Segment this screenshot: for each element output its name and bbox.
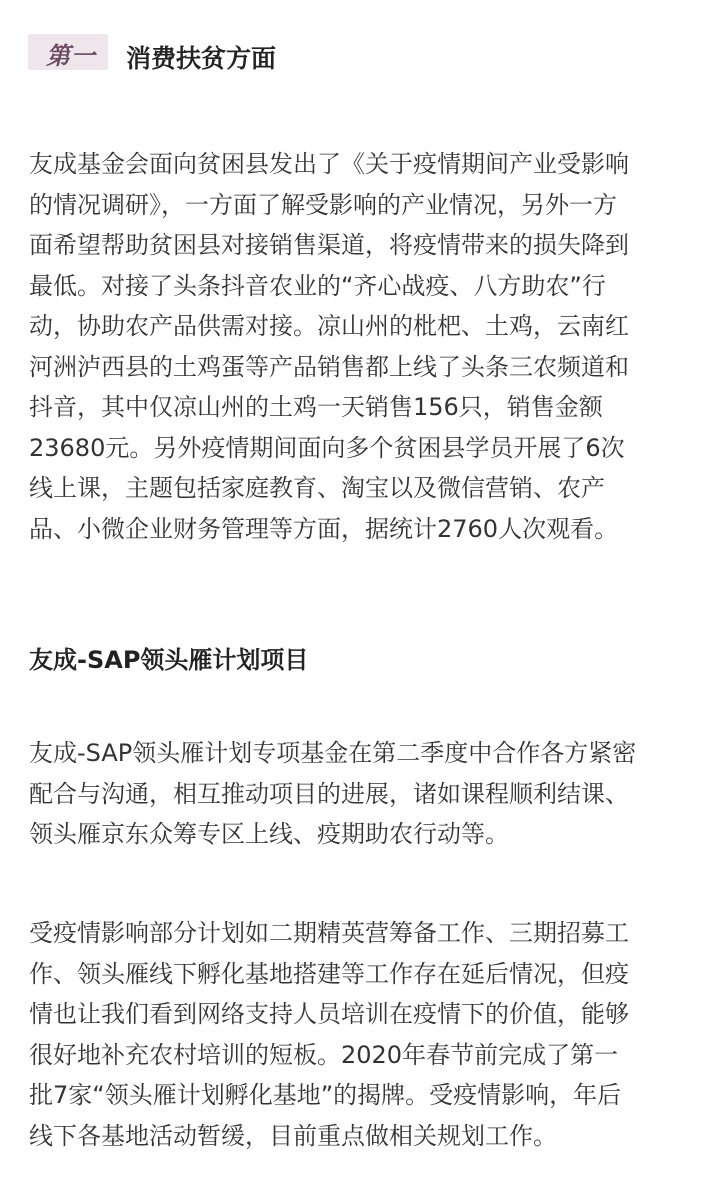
paragraph-line: 23680元。另外疫情期间面向多个贫困县学员开展了6次 (29, 433, 625, 462)
section-number-label: 第一 (46, 42, 96, 70)
paragraph-line: 批7家“领头雁计划孵化基地”的揭牌。受疫情影响，年后 (29, 1081, 622, 1109)
section-number-badge (28, 34, 108, 70)
paragraph-line: 很好地补充农村培训的短板。2020年春节前完成了第一 (29, 1040, 619, 1069)
paragraph-line: 抖音，其中仅凉山州的土鸡一天销售156只，销售金额 (29, 393, 603, 421)
paragraph-sap-fund-progress (29, 733, 699, 855)
section-title: 消费扶贫方面 (126, 44, 277, 73)
paragraph-line: 线下各基地活动暂缓，目前重点做相关规划工作。 (29, 1121, 557, 1150)
paragraph-line: 线上课，主题包括家庭教育、淘宝以及微信营销、农产 (29, 474, 605, 502)
paragraph-line: 作、领头雁线下孵化基地搭建等工作存在延后情况，但疫 (29, 959, 629, 988)
paragraph-line: 配合与沟通，相互推动项目的进展，诸如课程顺利结课、 (29, 779, 629, 808)
paragraph-consumption-poverty-alleviation (29, 144, 699, 549)
section-header (26, 34, 706, 74)
paragraph-line: 品、小微企业财务管理等方面，据统计2760人次观看。 (29, 514, 619, 543)
paragraph-epidemic-impact (29, 913, 699, 1156)
paragraph-line: 河洲泸西县的土鸡蛋等产品销售都上线了头条三农频道和 (29, 352, 629, 381)
paragraph-line: 友成-SAP领头雁计划专项基金在第二季度中合作各方紧密 (29, 739, 637, 767)
paragraph-line: 领头雁京东众筹专区上线、疫期助农行动等。 (29, 820, 509, 848)
paragraph-line: 面希望帮助贫困县对接销售渠道，将疫情带来的损失降到 (29, 231, 629, 259)
subheading-sap-leader-program: 友成-SAP领头雁计划项目 (29, 646, 309, 674)
paragraph-line: 受疫情影响部分计划如二期精英营筹备工作、三期招募工 (29, 919, 629, 947)
paragraph-line: 情也让我们看到网络支持人员培训在疫情下的价值，能够 (29, 1000, 629, 1028)
paragraph-line: 友成基金会面向贫困县发出了《关于疫情期间产业受影响 (29, 150, 629, 178)
paragraph-line: 的情况调研》，一方面了解受影响的产业情况，另外一方 (29, 190, 617, 219)
paragraph-line: 动，协助农产品供需对接。凉山州的枇杷、土鸡，云南红 (29, 312, 629, 340)
paragraph-line: 最低。对接了头条抖音农业的“齐心战疫、八方助农”行 (29, 271, 606, 300)
